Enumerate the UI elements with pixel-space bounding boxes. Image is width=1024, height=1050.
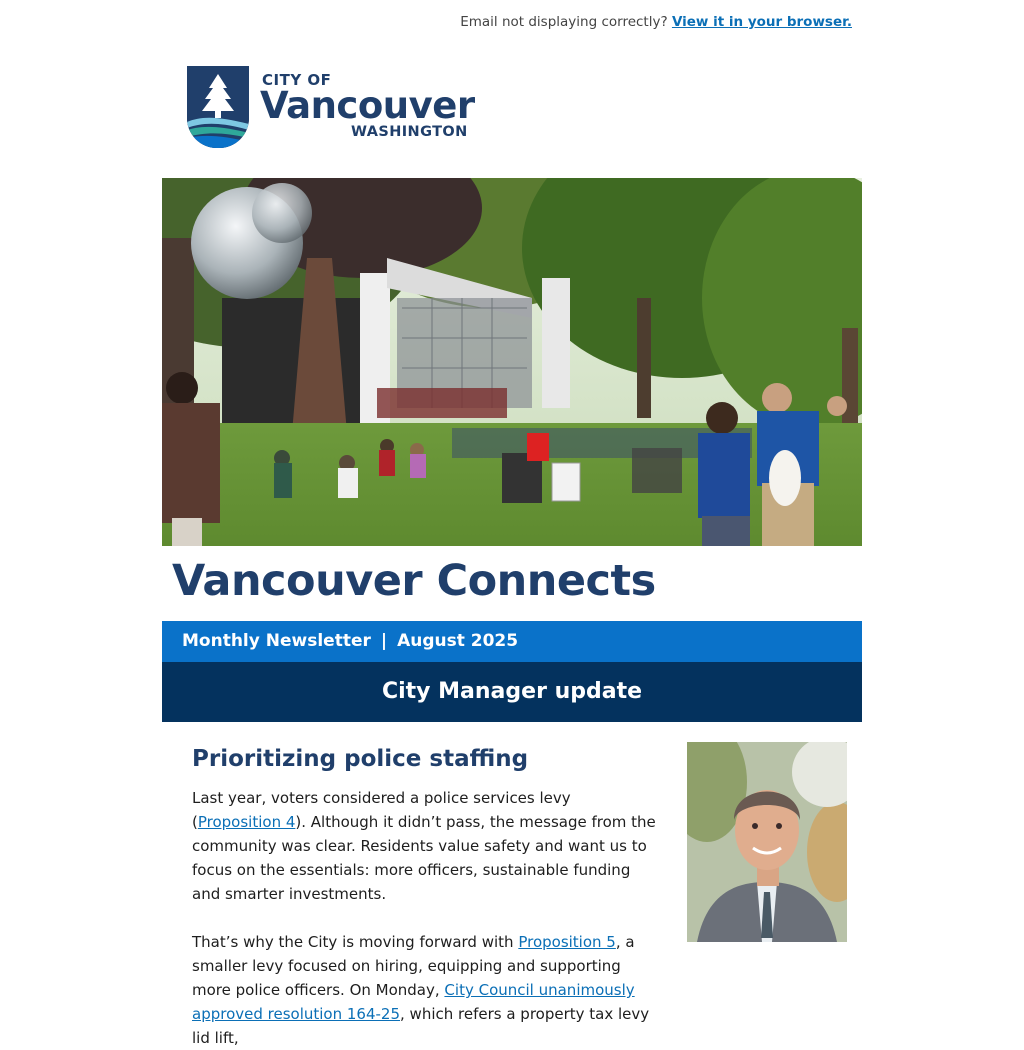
article-paragraph-1 — [192, 786, 662, 906]
proposition-5-link[interactable]: Proposition 5 — [518, 933, 616, 951]
separator: | — [380, 631, 388, 651]
city-logo[interactable] — [187, 66, 477, 150]
preheader — [0, 14, 852, 30]
council-resolution-link[interactable]: City Council unanimously approved resolution 164-25 — [192, 981, 635, 1023]
logo-city-of: CITY OF — [262, 71, 332, 89]
logo-washington: WASHINGTON — [351, 124, 468, 140]
preheader-text: Email not displaying correctly? — [460, 14, 668, 30]
proposition-4-link[interactable]: Proposition 4 — [197, 813, 296, 831]
article-paragraph-2 — [192, 930, 662, 1050]
section-header: City Manager update — [162, 662, 862, 722]
logo-vancouver: Vancouver — [260, 84, 475, 127]
newsletter-info-bar — [162, 621, 862, 662]
p2-text-mid: , a smaller levy focused on hiring, equipping and supporting more police officers. On Monday, — [192, 933, 635, 999]
view-in-browser-link[interactable]: View it in your browser. — [671, 14, 852, 30]
p1-text-before: Last year, voters considered a police services levy ( — [192, 789, 571, 831]
hero-image — [162, 178, 862, 546]
tree-wave-logo-icon — [187, 66, 249, 148]
article-heading: Prioritizing police staffing — [192, 746, 529, 772]
p2-text-before: That’s why the City is moving forward with — [192, 933, 519, 951]
newsletter-title: Vancouver Connects — [172, 556, 656, 606]
p1-text-after: ). Although it didn’t pass, the message from the community was clear. Residents value safety and want us to focus on the essentials: more officers, sustainable funding and smarter investments. — [192, 813, 656, 903]
city-manager-photo — [687, 742, 847, 942]
newsletter-type: Monthly Newsletter — [182, 631, 371, 651]
p2-text-after: , which refers a property tax levy lid lift, — [192, 1005, 650, 1047]
newsletter-date: August 2025 — [397, 631, 519, 651]
